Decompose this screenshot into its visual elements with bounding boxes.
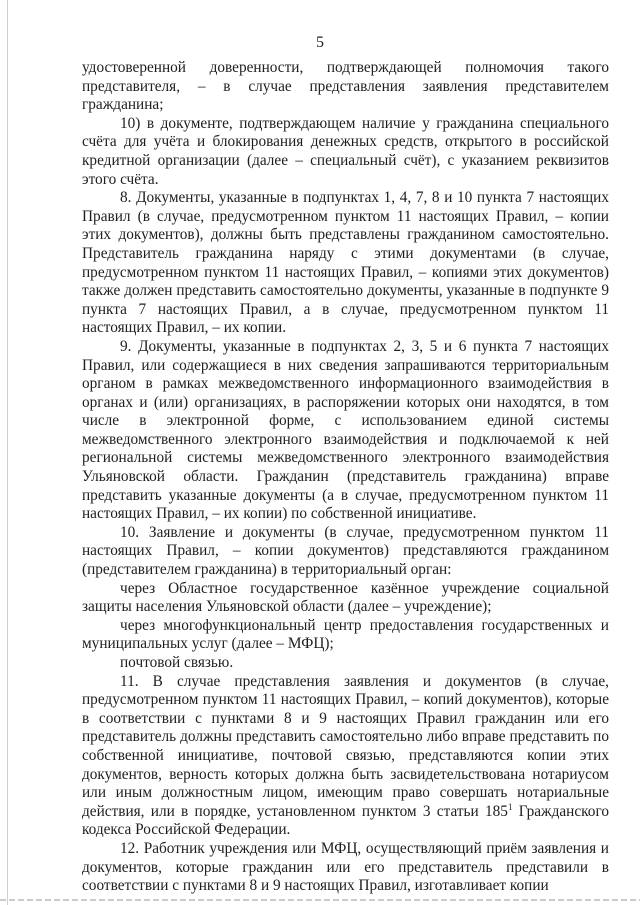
paragraph-option-institution: через Областное государственное казённое учреждение социальной защиты населения Ульяновской области (далее – учреждение); (82, 579, 609, 616)
paragraph-item-9: 9. Документы, указанные в подпунктах 2, 3, 5 и 6 пункта 7 настоящих Правил, или содержащиеся в них сведения запрашиваются территориальным органом в рамках межведомственного информационного взаимодействия в органах и (или) организациях, в распоряжении которых они находятся, в том числе в электронной форме, с использованием единой системы межведомственного электронного взаимодействия и подключаемой к ней региональной системы межведомственного электронного взаимодействия Ульяновской области. Гражданин (представитель гражданина) вправе представить указанные документы (а в случае, предусмотренном пунктом 11 настоящих Правил, – их копии) по собственной инициативе. (82, 337, 609, 523)
paragraph-subitem-10: 10) в документе, подтверждающем наличие у гражданина специального счёта для учёта и блокирования денежных средств, открытого в российской кредитной организации (далее – специальный счёт), с указанием реквизитов этого счёта. (82, 114, 609, 188)
scan-bottom-edge (0, 899, 640, 901)
article-superscript: 1 (507, 801, 513, 812)
paragraph-item-10: 10. Заявление и документы (в случае, предусмотренном пунктом 11 настоящих Правил, – копии документов) представляются гражданином (представителем гражданина) в территориальный орган: (82, 523, 609, 579)
paragraph-continuation: удостоверенной доверенности, подтверждающей полномочия такого представителя, – в случае представления заявления представителем гражданина; (82, 59, 609, 114)
paragraph-item-8: 8. Документы, указанные в подпунктах 1, 4, 7, 8 и 10 пункта 7 настоящих Правил (в случае, предусмотренном пунктом 11 настоящих Правил, – копии этих документов), должны быть представлены гражданином самостоятельно. Представитель гражданина наряду с этими документами (в случае, предусмотренном пунктом 11 настоящих Правил, – копиями этих документов) также должен представить самостоятельно документы, указанные в подпункте 9 пункта 7 настоящих Правил, а в случае, предусмотренном пунктом 11 настоящих Правил, – их копии. (82, 189, 609, 337)
page-number: 5 (316, 34, 324, 51)
paragraph-option-mfc: через многофункциональный центр предоставления государственных и муниципальных услуг (далее – МФЦ); (82, 616, 609, 653)
paragraph-item-11: 11. В случае представления заявления и документов (в случае, предусмотренном пунктом 11 настоящих Правил, – копий документов), которые в соответствии с пунктами 8 и 9 настоящих Правил гражданин или его представитель должны представить самостоятельно либо вправе представить по собственной инициативе, почтовой связью, представляются копии этих документов, верность которых должна быть засвидетельствована нотариусом или иным должностным лицом, имеющим право совершать нотариальные действия, или в порядке, установленном пунктом 3 статьи $185^1$ Гражданского кодекса Российской Федерации. (82, 672, 609, 839)
paragraph-option-post: почтовой связью. (120, 654, 234, 671)
paragraph-item-12: 12. Работник учреждения или МФЦ, осуществляющий приём заявления и документов, которые гражданин или его представитель представили в соответствии с пунктами 8 и 9 настоящих Правил, изготавливает копии (82, 839, 609, 895)
document-body (82, 59, 609, 896)
scan-left-edge (7, 0, 8, 905)
